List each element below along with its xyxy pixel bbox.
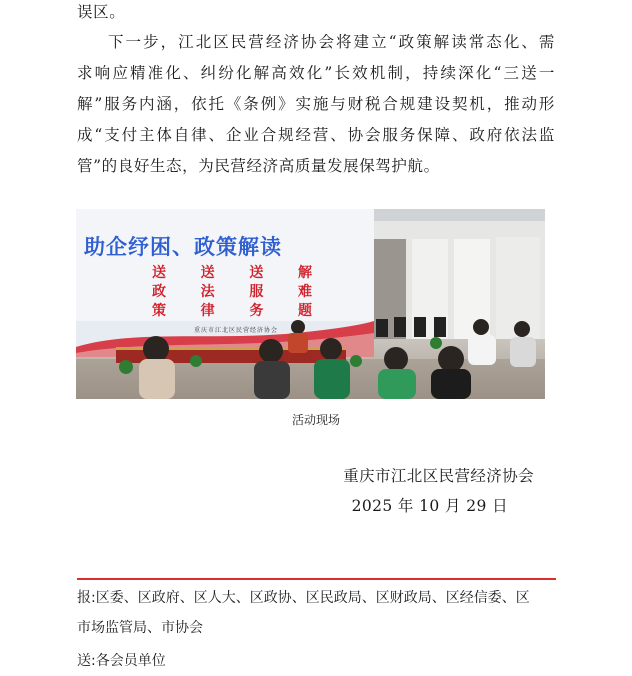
banner-char: 政 bbox=[152, 284, 166, 300]
banner-char: 法 bbox=[200, 284, 215, 300]
banner-row bbox=[152, 302, 312, 321]
distribution-report-to bbox=[77, 583, 556, 643]
banner-char: 送 bbox=[249, 265, 264, 281]
banner-slogan-grid bbox=[152, 264, 312, 321]
banner-row bbox=[152, 283, 312, 302]
banner-char: 策 bbox=[152, 303, 166, 319]
banner-row bbox=[152, 264, 312, 283]
banner-char: 送 bbox=[152, 265, 166, 281]
text-line: 下一步，江北区民营经济协会将建立“政策解读常态化、需 bbox=[108, 33, 555, 51]
banner-char: 难 bbox=[297, 284, 312, 300]
red-divider bbox=[77, 578, 556, 580]
signature-date: 2025 年 10 月 29 日 bbox=[351, 497, 508, 515]
text-line: 解”服务内涵，依托《条例》实施与财税合规建设契机，推动形 bbox=[77, 95, 555, 113]
photo-caption: 活动现场 bbox=[291, 413, 340, 427]
banner-char: 务 bbox=[249, 303, 264, 319]
footer-line: 市场监管局、市协会 bbox=[77, 620, 203, 636]
banner-char: 服 bbox=[249, 284, 264, 300]
text-line: 误区。 bbox=[77, 3, 126, 21]
paragraph-next-steps bbox=[77, 27, 555, 182]
banner-char: 送 bbox=[200, 265, 215, 281]
signature-organization: 重庆市江北区民营经济协会 bbox=[343, 467, 534, 485]
banner-footer-text: 重庆市江北区民营经济协会 bbox=[194, 327, 279, 334]
text-line: 管”的良好生态，为民营经济高质量发展保驾护航。 bbox=[77, 157, 440, 175]
footer-line: 送:各会员单位 bbox=[77, 653, 166, 669]
event-photo bbox=[76, 209, 545, 399]
banner-char: 解 bbox=[297, 265, 312, 281]
banner-char: 题 bbox=[297, 303, 312, 319]
text-line: 求响应精准化、纠纷化解高效化”长效机制，持续深化“三送一 bbox=[77, 64, 555, 82]
footer-line: 报:区委、区政府、区人大、区政协、区民政局、区财政局、区经信委、区 bbox=[77, 590, 530, 606]
banner-title: 助企纾困、政策解读 bbox=[84, 235, 282, 259]
paragraph-end bbox=[77, 0, 555, 28]
banner-char: 律 bbox=[200, 303, 215, 319]
distribution-send-to bbox=[77, 646, 556, 676]
text-line: 成“支付主体自律、企业合规经营、协会服务保障、政府依法监 bbox=[77, 126, 555, 144]
